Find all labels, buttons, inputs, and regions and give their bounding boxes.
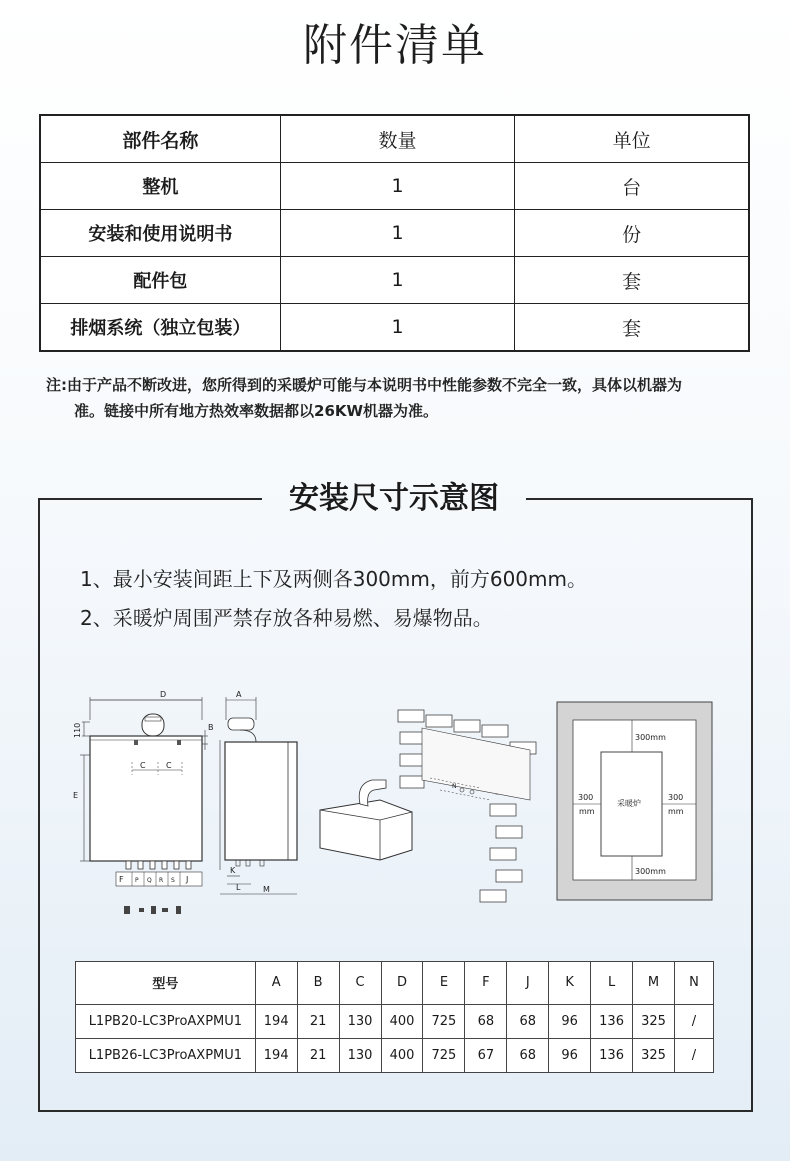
- cell-b: 21: [297, 1038, 339, 1072]
- header-m: M: [633, 962, 675, 1005]
- label-110: 110: [73, 722, 82, 738]
- clearance-left-unit: mm: [579, 807, 595, 816]
- part-qty: 1: [280, 163, 514, 210]
- part-name: 整机: [40, 163, 280, 210]
- table-row: [40, 210, 749, 257]
- label-m: M: [263, 885, 270, 894]
- header-c: C: [339, 962, 381, 1005]
- cell-f: 67: [465, 1038, 507, 1072]
- side-view: [220, 690, 297, 894]
- table-row: [40, 257, 749, 304]
- model-name: L1PB26-LC3ProAXPMU1: [76, 1038, 256, 1072]
- install-rule-2: 2、采暖炉周围严禁存放各种易燃、易爆物品。: [80, 606, 493, 630]
- port-p: P: [135, 877, 139, 884]
- header-j: J: [507, 962, 549, 1005]
- header-d: D: [381, 962, 423, 1005]
- part-name: 安装和使用说明书: [40, 210, 280, 257]
- table-row: [76, 1038, 714, 1072]
- label-c-right: C: [166, 761, 172, 770]
- table-header-row: [40, 115, 749, 163]
- part-unit: 套: [515, 257, 749, 304]
- cell-j: 68: [507, 1038, 549, 1072]
- label-a: A: [236, 690, 242, 699]
- frame-top-right: [526, 498, 751, 500]
- header-f: F: [465, 962, 507, 1005]
- cell-m: 325: [633, 1038, 675, 1072]
- clearance-right-value: 300: [668, 793, 684, 802]
- label-k: K: [230, 866, 236, 875]
- dimension-table: [75, 961, 714, 1073]
- footnote-line-1: 注:由于产品不断改进，您所得到的采暖炉可能与本说明书中性能参数不完全一致，具体以机器为: [46, 376, 683, 394]
- dimension-header-row: [76, 962, 714, 1005]
- cell-a: 194: [255, 1004, 297, 1038]
- accessories-table: [39, 114, 750, 352]
- cell-n: /: [674, 1038, 713, 1072]
- header-unit: 单位: [515, 115, 749, 163]
- model-name: L1PB20-LC3ProAXPMU1: [76, 1004, 256, 1038]
- frame-top-left: [38, 498, 262, 500]
- cell-k: 96: [549, 1038, 591, 1072]
- cell-d: 400: [381, 1038, 423, 1072]
- cell-l: 136: [591, 1038, 633, 1072]
- footnote-line-2: 准。链接中所有地方热效率数据都以26KW机器为准。: [74, 402, 439, 420]
- cell-n: /: [674, 1004, 713, 1038]
- part-qty: 1: [280, 304, 514, 352]
- front-view: [73, 690, 214, 914]
- header-n: N: [674, 962, 713, 1005]
- cell-d: 400: [381, 1004, 423, 1038]
- label-b: B: [208, 723, 214, 732]
- installation-diagram: [60, 680, 730, 920]
- clearance-bottom: 300mm: [635, 867, 666, 876]
- port-j: J: [186, 875, 189, 884]
- table-row: [76, 1004, 714, 1038]
- part-unit: 套: [515, 304, 749, 352]
- cell-j: 68: [507, 1004, 549, 1038]
- table-row: [40, 304, 749, 352]
- label-d: D: [160, 690, 167, 699]
- port-f: F: [119, 875, 124, 884]
- cell-k: 96: [549, 1004, 591, 1038]
- cell-e: 725: [423, 1038, 465, 1072]
- cell-f: 68: [465, 1004, 507, 1038]
- clearance-left-value: 300: [578, 793, 594, 802]
- cell-m: 325: [633, 1004, 675, 1038]
- cell-l: 136: [591, 1004, 633, 1038]
- cell-c: 130: [339, 1004, 381, 1038]
- part-qty: 1: [280, 257, 514, 304]
- part-qty: 1: [280, 210, 514, 257]
- header-b: B: [297, 962, 339, 1005]
- install-rule-1: 1、最小安装间距上下及两侧各300mm，前方600mm。: [80, 567, 588, 591]
- clearance-right-unit: mm: [668, 807, 684, 816]
- label-e: E: [73, 791, 79, 800]
- port-s: S: [171, 877, 175, 884]
- header-a: A: [255, 962, 297, 1005]
- wall-3d-view: [320, 710, 536, 902]
- clearance-diagram: [557, 702, 712, 900]
- clearance-top: 300mm: [635, 733, 666, 742]
- part-unit: 份: [515, 210, 749, 257]
- footnote: [46, 372, 761, 424]
- cell-c: 130: [339, 1038, 381, 1072]
- cell-b: 21: [297, 1004, 339, 1038]
- part-name: 配件包: [40, 257, 280, 304]
- part-name: 排烟系统（独立包装）: [40, 304, 280, 352]
- table-row: [40, 163, 749, 210]
- boiler-label: 采暖炉: [617, 799, 641, 808]
- header-k: K: [549, 962, 591, 1005]
- port-r: R: [159, 877, 164, 884]
- label-l: L: [236, 883, 241, 892]
- header-e: E: [423, 962, 465, 1005]
- header-part-name: 部件名称: [40, 115, 280, 163]
- page-title: 附件清单: [303, 20, 487, 71]
- part-unit: 台: [515, 163, 749, 210]
- header-quantity: 数量: [280, 115, 514, 163]
- cell-e: 725: [423, 1004, 465, 1038]
- header-model: 型号: [76, 962, 256, 1005]
- section-title: 安装尺寸示意图: [289, 481, 499, 516]
- label-n: N: [452, 783, 457, 790]
- port-q: Q: [147, 877, 152, 884]
- label-c-left: C: [140, 761, 146, 770]
- header-l: L: [591, 962, 633, 1005]
- cell-a: 194: [255, 1038, 297, 1072]
